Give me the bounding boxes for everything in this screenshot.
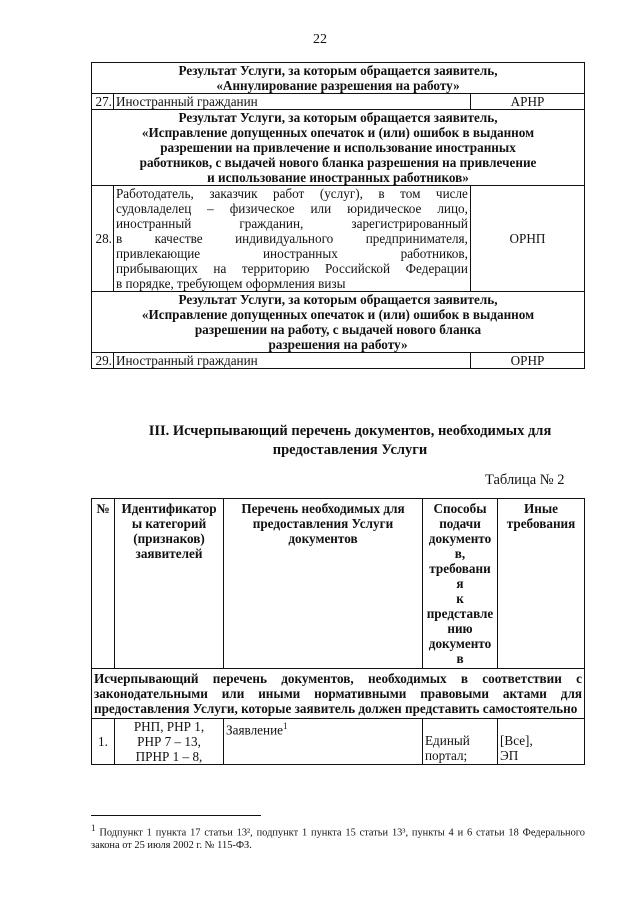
ways-cell: Единый портал; xyxy=(423,719,498,765)
row-number: 29. xyxy=(92,353,114,369)
table-row xyxy=(92,353,585,369)
section-title: III. Исчерпывающий перечень документов, необходимых для предоставления Услуги xyxy=(148,423,552,458)
footnote-mark: 1 xyxy=(91,823,96,833)
applicant-cell: Работодатель, заказчик работ (услуг), в том числе судовладелец – физическое или юридическое лицо, иностранный гражданин, зарегистрированный в качестве индивидуального предпринимателя, привлекающие иностранных работников, прибывающих на территорию Российской Федерации в порядке, требующем оформления визы xyxy=(113,186,470,292)
header-num: № xyxy=(92,499,115,669)
header-document-list: Перечень необходимых для предоставления Услуги документов xyxy=(224,499,423,669)
result-header-correction-work: Результат Услуги, за которым обращается заявитель, «Исправление допущенных опечаток и (или) ошибок в выданном разрешении на работу, с выдачей нового бланка разрешения на работу» xyxy=(92,292,585,353)
table-row xyxy=(92,94,585,110)
category-cell: РНП, РНР 1, РНР 7 – 13, ПРНР 1 – 8, xyxy=(115,719,224,765)
intro-text: Исчерпывающий перечень документов, необходимых в соответствии с законодательными или иными нормативными правовыми актами для предоставления Услуги, которые заявитель должен представить самостоятельно xyxy=(92,669,585,719)
document-cell: Заявление$^1$ xyxy=(224,719,423,765)
code-cell: ОРНР xyxy=(470,353,584,369)
applicant-cell: Иностранный гражданин xyxy=(113,94,470,110)
code-cell: АРНР xyxy=(470,94,584,110)
header-other-requirements: Иные требования xyxy=(498,499,585,669)
table-intro-row xyxy=(92,669,585,719)
footnote-text: Подпункт 1 пункта 17 статьи 13², подпункт 1 пункта 15 статьи 13³, пункты 4 и 6 статьи 18 Федерального закона от 25 июля 2002 г. № 115-ФЗ. xyxy=(91,827,585,852)
documents-table xyxy=(91,498,585,765)
table-row xyxy=(92,719,585,765)
footnote xyxy=(91,822,585,852)
requirements-cell: [Все], ЭП xyxy=(498,719,585,765)
code-cell: ОРНП xyxy=(470,186,584,292)
applicant-cell: Иностранный гражданин xyxy=(113,353,470,369)
result-header-correction-permit: Результат Услуги, за которым обращается заявитель, «Исправление допущенных опечаток и (или) ошибок в выданном разрешении на привлечение и использование иностранных работников, с выдачей нового бланка разрешения на привлечение и использование иностранных работников» xyxy=(92,110,585,186)
table-header-row xyxy=(92,499,585,669)
page-number: 22 xyxy=(313,32,327,47)
result-header-annulment: Результат Услуги, за которым обращается заявитель, «Аннулирование разрешения на работу» xyxy=(92,63,585,94)
footnote-ref: 1 xyxy=(282,721,288,731)
row-number: 1. xyxy=(92,719,115,765)
table-row xyxy=(92,186,585,292)
row-number: 27. xyxy=(92,94,114,110)
table-label: Таблица № 2 xyxy=(485,472,565,488)
header-submission-ways: Способы подачи документо в, требовани я к представле нию документо в xyxy=(423,499,498,669)
footnote-divider xyxy=(91,815,261,816)
row-number: 28. xyxy=(92,186,114,292)
results-table xyxy=(91,62,585,369)
header-identifiers: Идентификатор ы категорий (признаков) заявителей xyxy=(115,499,224,669)
